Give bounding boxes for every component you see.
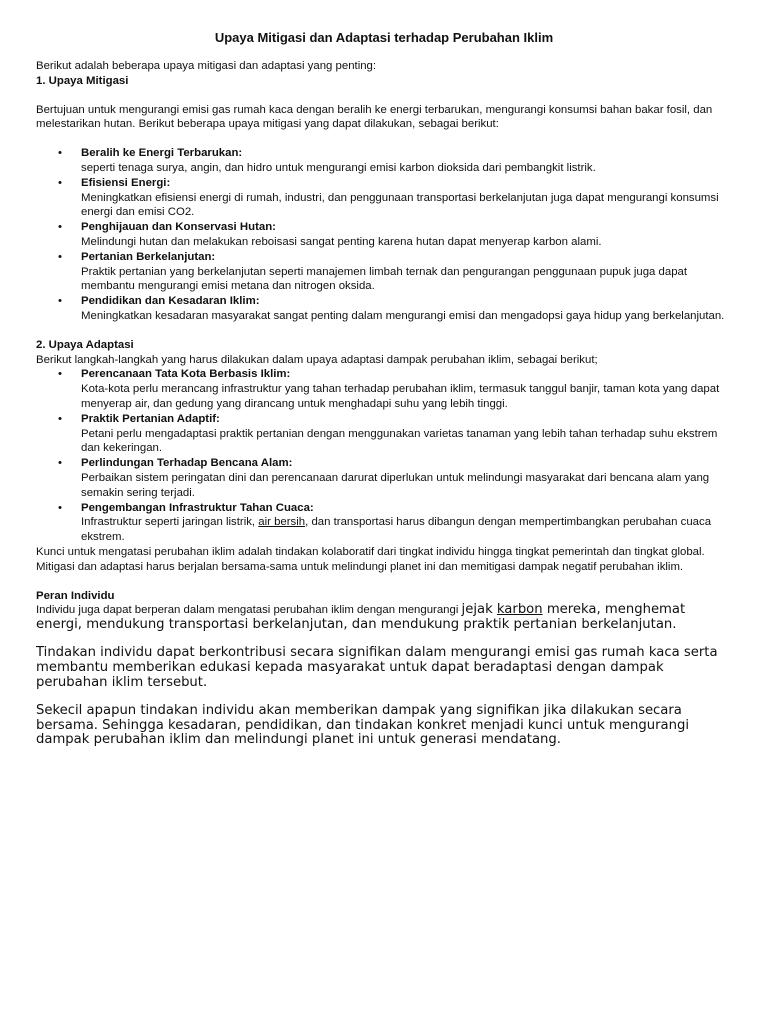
peran-paragraph-1-big-before: jejak [461, 602, 497, 618]
peran-paragraph-1-big-after: mereka, menghemat energi, mendukung transportasi berkelanjutan, dan mendukung praktik pertanian berkelanjutan. [36, 602, 686, 632]
section-heading-adaptasi: 2. Upaya Adaptasi [36, 338, 134, 351]
list-item-text: seperti tenaga surya, angin, dan hidro untuk mengurangi emisi karbon dioksida dari pembangkit listrik. [81, 161, 596, 174]
list-item-text: Petani perlu mengadaptasi praktik pertanian dengan menggunakan varietas tanaman yang lebih tahan terhadap suhu ekstrem dan kekeringan. [81, 427, 718, 455]
bullet-icon: • [58, 176, 62, 189]
list-item [58, 294, 732, 324]
list-item-title: Praktik Pertanian Adaptif: [81, 412, 220, 425]
list-item-text-after: , dan transportasi harus dibangun dengan mempertimbangkan perubahan cuaca ekstrem. [81, 516, 712, 544]
bullet-icon: • [58, 250, 62, 263]
list-item [58, 250, 732, 294]
list-item-title: Perlindungan Terhadap Bencana Alam: [81, 457, 293, 470]
list-item [58, 456, 732, 500]
mitigasi-list [36, 146, 732, 324]
bullet-icon: • [58, 147, 62, 160]
bullet-icon: • [58, 412, 62, 425]
list-item-title: Pengembangan Infrastruktur Tahan Cuaca: [81, 501, 314, 514]
peran-paragraph-1-small: Individu juga dapat berperan dalam mengatasi perubahan iklim dengan mengurangi [36, 604, 462, 617]
list-item-title: Penghijauan dan Konservasi Hutan: [81, 221, 276, 234]
list-item-text: Meningkatkan kesadaran masyarakat sangat penting dalam mengurangi emisi dan mengadopsi gaya hidup yang berkelanjutan. [81, 309, 725, 322]
list-item-text: Melindungi hutan dan melakukan reboisasi sangat penting karena hutan dapat menyerap karbon alami. [81, 235, 602, 248]
list-item-text: Perbaikan sistem peringatan dini dan perencanaan darurat diperlukan untuk melindungi masyarakat dari bencana alam yang semakin sering terjadi. [81, 471, 710, 499]
list-item [58, 501, 732, 545]
list-item-text [81, 515, 732, 545]
list-item-title: Pertanian Berkelanjutan: [81, 250, 216, 263]
bullet-icon: • [58, 221, 62, 234]
list-item [58, 412, 732, 456]
karbon-link[interactable]: karbon [496, 602, 543, 618]
bullet-icon: • [58, 368, 62, 381]
list-item [58, 176, 732, 220]
mitigasi-paragraph: Bertujuan untuk mengurangi emisi gas rumah kaca dengan beralih ke energi terbarukan, mengurangi konsumsi bahan bakar fosil, dan melestarikan hutan. Berikut beberapa upaya mitigasi yang dapat dilakukan, sebagai berikut: [36, 103, 713, 131]
section-heading-peran-individu: Peran Individu [36, 589, 115, 602]
list-item [58, 146, 732, 176]
list-item-text-before: Infrastruktur seperti jaringan listrik, [81, 516, 259, 529]
list-item-title: Beralih ke Energi Terbarukan: [81, 147, 243, 160]
air-bersih-link[interactable]: air bersih [258, 516, 306, 529]
list-item [58, 367, 732, 411]
adaptasi-list [36, 367, 732, 545]
closing-paragraph: Kunci untuk mengatasi perubahan iklim adalah tindakan kolaboratif dari tingkat individu hingga tingkat pemerintah dan tingkat global. Mitigasi dan adaptasi harus berjalan bersama-sama untuk melindungi planet ini dan memitigasi dampak negatif perubahan iklim. [36, 545, 705, 573]
list-item-title: Efisiensi Energi: [81, 176, 171, 189]
list-item-title: Pendidikan dan Kesadaran Iklim: [81, 295, 260, 308]
list-item [58, 220, 732, 250]
document-title: Upaya Mitigasi dan Adaptasi terhadap Perubahan Iklim [214, 30, 554, 45]
intro-text: Berikut adalah beberapa upaya mitigasi dan adaptasi yang penting: [36, 60, 377, 72]
peran-paragraph-1 [36, 603, 732, 632]
list-item-title: Perencanaan Tata Kota Berbasis Iklim: [81, 368, 291, 381]
bullet-icon: • [58, 457, 62, 470]
bullet-icon: • [58, 501, 62, 514]
list-item-text: Praktik pertanian yang berkelanjutan seperti manajemen limbah ternak dan pengurangan penggunaan pupuk juga dapat membantu mengurangi emisi metana dan nitrogen oksida. [81, 265, 688, 293]
bullet-icon: • [58, 295, 62, 308]
peran-paragraph-3: Sekecil apapun tindakan individu akan memberikan dampak yang signifikan jika dilakukan secara bersama. Sehingga kesadaran, pendidikan, dan tindakan konkret menjadi kunci untuk mengurangi dampak perubahan iklim dan melindungi planet ini untuk generasi mendatang. [36, 703, 689, 748]
list-item-text: Kota-kota perlu merancang infrastruktur yang tahan terhadap perubahan iklim, termasuk tanggul banjir, taman kota yang dapat menyerap air, dan gedung yang dirancang untuk menghadapi suhu yang lebih tinggi. [81, 383, 720, 410]
list-item-text: Meningkatkan efisiensi energi di rumah, industri, dan penggunaan transportasi berkelanjutan juga dapat mengurangi konsumsi energi dan emisi CO2. [81, 191, 719, 219]
adaptasi-paragraph: Berikut langkah-langkah yang harus dilakukan dalam upaya adaptasi dampak perubahan iklim, sebagai berikut; [36, 353, 598, 366]
peran-paragraph-2: Tindakan individu dapat berkontribusi secara signifikan dalam mengurangi emisi gas rumah kaca serta membantu memberikan edukasi kepada masyarakat untuk dapat beradaptasi dengan dampak perubahan iklim tersebut. [36, 645, 718, 690]
section-heading-mitigasi: 1. Upaya Mitigasi [36, 74, 129, 87]
